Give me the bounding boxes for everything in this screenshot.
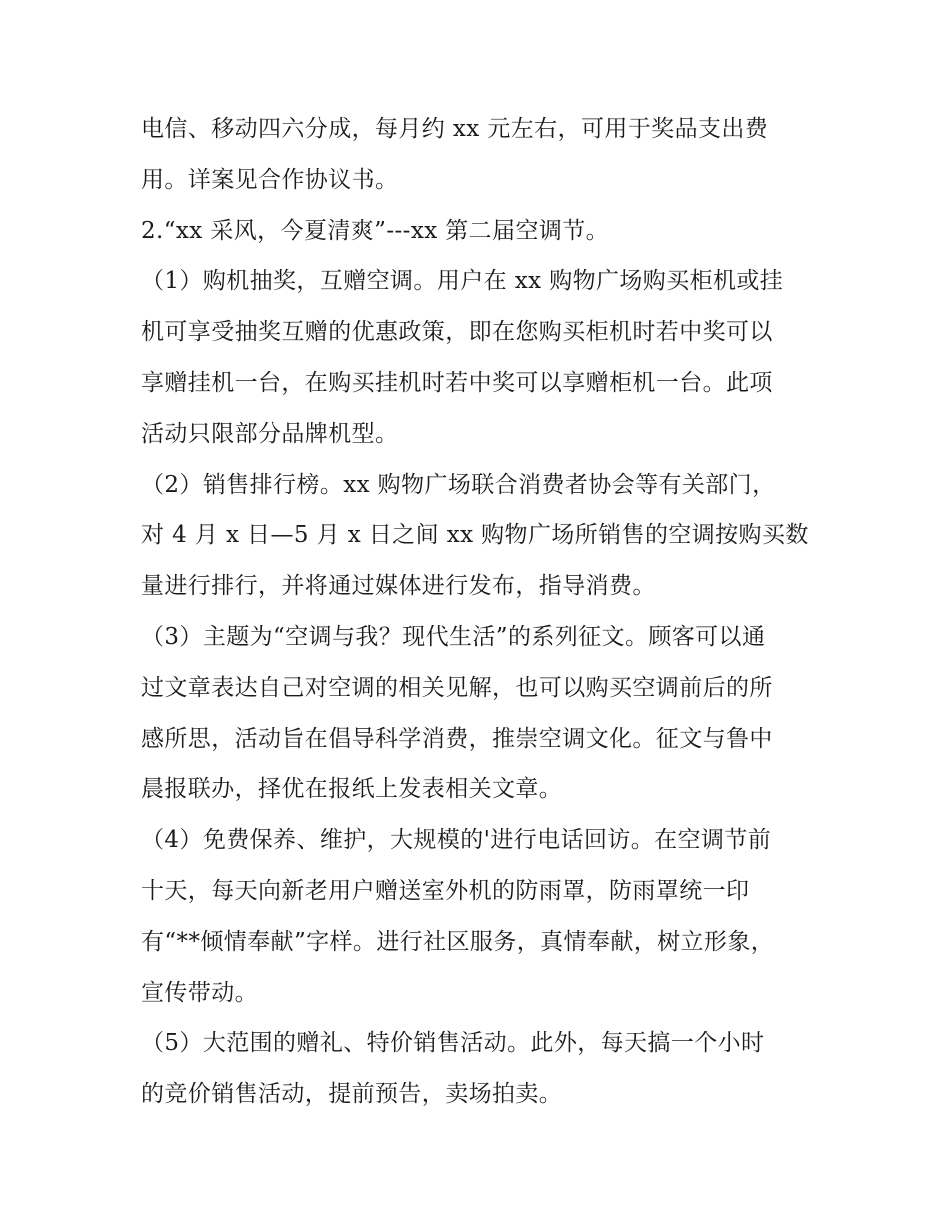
text-line: （4）免费保养、维护，大规模的'进行电话回访。在空调节前 [141, 827, 772, 854]
text-line: 机可享受抽奖互赠的优惠政策，即在您购买柜机时若中奖可以 [141, 319, 773, 346]
text-line: 对 4 月 x 日—5 月 x 日之间 xx 购物广场所销售的空调按购买数 [141, 522, 809, 549]
section-heading: 2.“xx 采风，今夏清爽”---xx 第二届空调节。 [141, 217, 610, 244]
text-line: （1）购机抽奖，互赠空调。用户在 xx 购物广场购买柜机或挂 [141, 268, 784, 295]
text-line: （5）大范围的赠礼、特价销售活动。此外，每天搞一个小时 [141, 1030, 765, 1057]
text-line: 过文章表达自己对空调的相关见解，也可以购买空调前后的所 [141, 674, 773, 701]
text-line: 十天，每天向新老用户赠送室外机的防雨罩，防雨罩统一印 [141, 877, 750, 904]
text-line: 有“**倾情奉献”字样。进行社区服务，真情奉献，树立形象， [141, 928, 775, 955]
document-body [141, 104, 831, 1120]
text-line: 用。详案见合作协议书。 [141, 166, 399, 193]
text-line: 活动只限部分品牌机型。 [141, 420, 399, 447]
text-line: 享赠挂机一台，在购买挂机时若中奖可以享赠柜机一台。此项 [141, 369, 773, 396]
text-line: 晨报联办，择优在报纸上发表相关文章。 [141, 776, 563, 803]
text-line: 量进行排行，并将通过媒体进行发布，指导消费。 [141, 573, 656, 600]
text-line: （3）主题为“空调与我？现代生活”的系列征文。顾客可以通 [141, 623, 766, 650]
text-line: （2）销售排行榜。xx 购物广场联合消费者协会等有关部门， [141, 471, 776, 498]
text-line: 电信、移动四六分成，每月约 xx 元左右，可用于奖品支出费 [141, 116, 769, 142]
text-line: 的竞价销售活动，提前预告，卖场拍卖。 [141, 1081, 563, 1108]
text-line: 宣传带动。 [141, 979, 258, 1006]
text-line: 感所思，活动旨在倡导科学消费，推崇空调文化。征文与鲁中 [141, 725, 773, 752]
